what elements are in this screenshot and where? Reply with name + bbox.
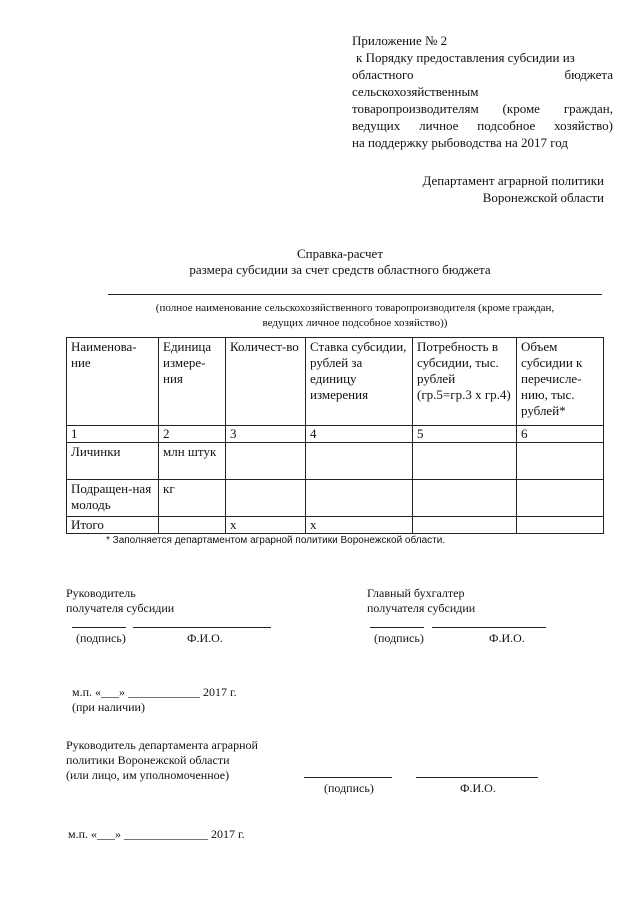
head-signature-line[interactable] [72,627,126,628]
table-cell[interactable] [226,443,306,480]
chief-fio-line[interactable] [432,627,546,628]
stamp-date-line: м.п. «___» ____________ 2017 г. [72,685,237,699]
recipient-caption-line-1: (полное наименование сельскохозяйственного товаропроизводителя (кроме граждан, [155,302,555,314]
table-cell[interactable] [517,443,604,480]
column-number: 1 [67,426,159,443]
chief-fio-caption: Ф.И.О. [489,631,525,645]
recipient-caption-line-2: ведущих личное подсобное хозяйство)) [262,317,448,329]
table-cell: х [226,517,306,534]
header-unit: Единица измере-ния [159,338,226,426]
department-fio-line[interactable] [416,777,538,778]
table-cell: кг [159,480,226,517]
table-cell[interactable] [413,517,517,534]
department-fio-caption: Ф.И.О. [460,781,496,795]
table-row [67,517,604,534]
chief-signature-line[interactable] [370,627,424,628]
appendix-line-1: к Порядку предоставления субсидии из [356,50,575,65]
column-number: 6 [517,426,604,443]
column-number: 2 [159,426,226,443]
subsidy-table [66,337,604,534]
table-cell[interactable] [306,443,413,480]
appendix-text [352,49,613,151]
table-cell[interactable] [413,443,517,480]
department-head-label-3: (или лицо, им уполномоченное) [66,768,230,782]
header-quantity: Количест-во [226,338,306,426]
chief-label-2: получателя субсидии [367,601,476,615]
table-cell: Подращен-ная молодь [67,480,159,517]
table-cell: Итого [67,517,159,534]
department-head-label-2: политики Воронежской области [66,753,230,767]
department-head-label-1: Руководитель департамента аграрной [66,738,258,752]
table-cell[interactable] [413,480,517,517]
document-title-line-2: размера субсидии за счет средств областного бюджета [189,262,491,277]
appendix-title: Приложение № 2 [352,33,448,48]
column-number: 5 [413,426,517,443]
chief-label-1: Главный бухгалтер [367,586,465,600]
appendix-line-3: сельскохозяйственным [352,84,479,99]
appendix-line-6: на поддержку рыбоводства на 2017 год [352,135,568,150]
footnote: * Заполняется департаментом аграрной политики Воронежской области. [106,535,446,546]
head-label-1: Руководитель [66,586,136,600]
header-volume: Объем субсидии к перечисле-нию, тыс. рублей* [517,338,604,426]
table-cell: Личинки [67,443,159,480]
table-cell[interactable] [306,480,413,517]
table-cell: х [306,517,413,534]
stamp-note: (при наличии) [72,700,145,714]
head-label-2: получателя субсидии [66,601,175,615]
document-title-line-1: Справка-расчет [296,246,384,261]
department-signature-line[interactable] [304,777,392,778]
table-row [67,480,604,517]
chief-signature-caption: (подпись) [374,631,424,645]
appendix-line-2: областного бюджета [352,67,613,82]
appendix-line-4: товаропроизводителям (кроме граждан, [352,101,613,116]
header-need: Потребность в субсидии, тыс. рублей (гр.5=гр.3 х гр.4) [413,338,517,426]
head-signature-caption: (подпись) [76,631,126,645]
table-cell: млн штук [159,443,226,480]
table-number-row [67,426,604,443]
column-number: 3 [226,426,306,443]
table-cell [159,517,226,534]
table-header-row [67,338,604,426]
table-cell[interactable] [517,517,604,534]
column-number: 4 [306,426,413,443]
table-row [67,443,604,480]
table-cell[interactable] [226,480,306,517]
recipient-name-line [108,294,602,295]
department-signature-caption: (подпись) [324,781,374,795]
table-cell[interactable] [517,480,604,517]
addressee-line-2: Воронежской области [482,190,604,205]
header-name: Наименова-ние [67,338,159,426]
appendix-line-5: ведущих личное подсобное хозяйство) [352,118,613,133]
header-rate: Ставка субсидии, рублей за единицу измерения [306,338,413,426]
addressee-line-1: Департамент аграрной политики [422,173,604,188]
head-fio-caption: Ф.И.О. [187,631,223,645]
bottom-stamp-date-line: м.п. «___» ______________ 2017 г. [68,827,245,841]
head-fio-line[interactable] [133,627,271,628]
